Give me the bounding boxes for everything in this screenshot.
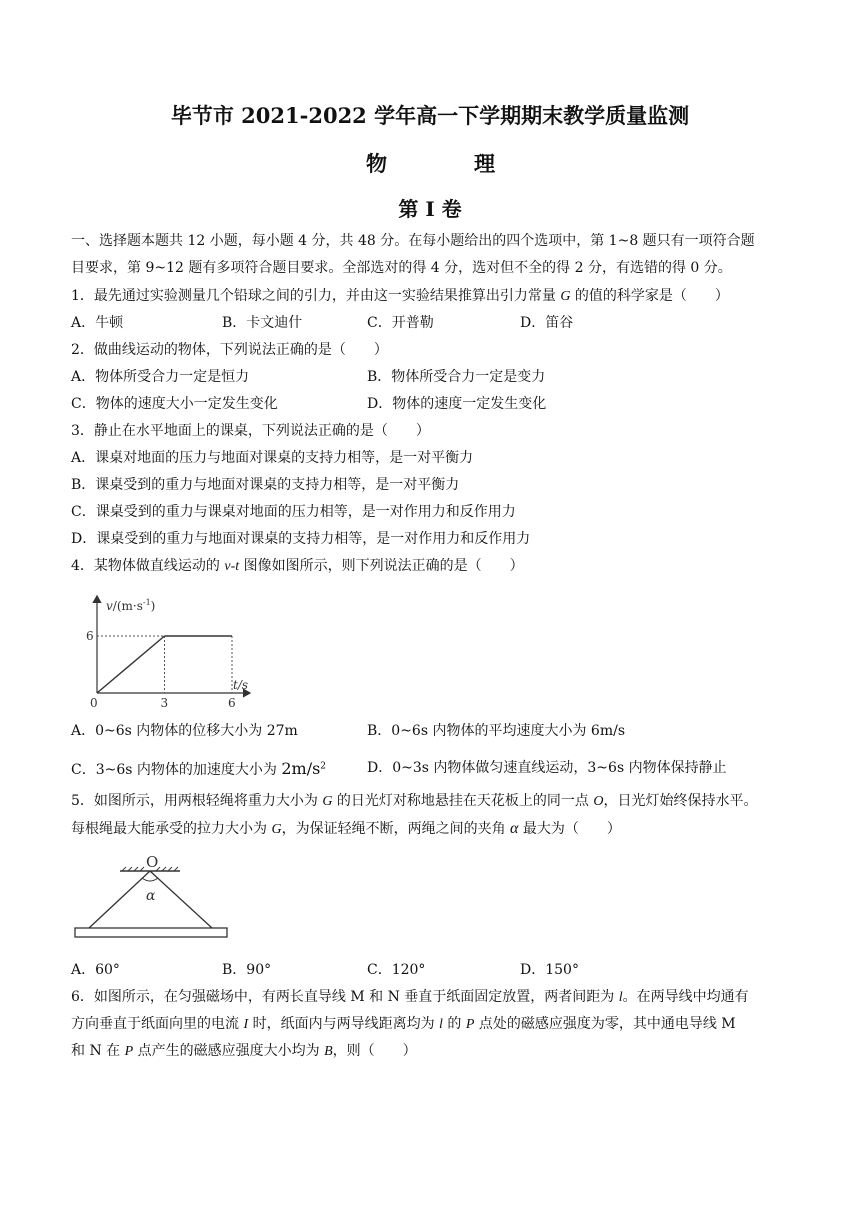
instructions-line-1: 一、选择题本题共 12 小题，每小题 4 分，共 48 分。在每小题给出的四个选项中，第 1~8 题只有一项符合题 xyxy=(71,233,755,249)
q4-option-c-exponent: 2 xyxy=(320,761,327,772)
vt-xlabel: t/s xyxy=(233,678,249,692)
volume-heading: 第 I 卷 xyxy=(398,197,462,221)
q4-option-d[interactable]: D．0~3s 内物体做匀速直线运动，3~6s 内物体保持静止 xyxy=(367,760,727,776)
q6-text-3b: 点产生的磁感应强度大小均为 xyxy=(133,1043,325,1059)
q5-option-a[interactable]: A．60° xyxy=(71,962,120,978)
q6-stem-line-2 xyxy=(71,1015,736,1034)
fluorescent-lamp xyxy=(75,928,227,937)
q6-text-2b: 时，纸面内与两导线距离均为 xyxy=(248,1016,440,1032)
q5-var-alpha: α xyxy=(510,820,519,837)
q5-text-1b: 的日光灯对称地悬挂在天花板上的同一点 xyxy=(332,793,594,809)
subject-heading xyxy=(0,150,860,180)
q6-var-l: l xyxy=(618,990,623,1005)
q4-stem xyxy=(71,557,524,576)
vt-guide-lines xyxy=(97,636,232,693)
q3-option-d[interactable]: D．课桌受到的重力与地面对课桌的支持力相等，是一对作用力和反作用力 xyxy=(71,531,531,547)
q4-option-a[interactable]: A．0~6s 内物体的位移大小为 27m xyxy=(71,723,298,739)
q1-option-c[interactable]: C．开普勒 xyxy=(367,315,434,331)
q6-text-2c: 的 xyxy=(442,1016,466,1032)
q5-text-2a: 每根绳最大能承受的拉力大小为 xyxy=(71,821,272,837)
vt-xtick-6: 6 xyxy=(228,696,236,708)
q4-option-c[interactable] xyxy=(71,759,326,780)
q1-stem-text-a: 1．最先通过实验测量几个铅球之间的引力，并由这一实验结果推算出引力常量 xyxy=(71,288,561,304)
q3-option-b[interactable]: B．课桌受到的重力与地面对课桌的支持力相等，是一对平衡力 xyxy=(71,477,460,493)
q3-stem: 3．静止在水平地面上的课桌，下列说法正确的是（ ） xyxy=(71,423,430,439)
q1-stem-text-b: 的值的科学家是（ ） xyxy=(570,288,729,304)
q4-stem-text-a: 4．某物体做直线运动的 xyxy=(71,558,225,574)
q5-option-d[interactable]: D．150° xyxy=(520,962,579,978)
q6-text-1a: 6．如图所示，在匀强磁场中，有两长直导线 M 和 N 垂直于纸面固定放置，两者间距为 xyxy=(71,989,619,1005)
q6-stem-line-1 xyxy=(71,988,749,1007)
rope-left xyxy=(89,871,150,928)
q1-var-g: G xyxy=(560,289,571,304)
q4-option-c-unit: 2m/s xyxy=(281,759,321,778)
fig-point-o: O xyxy=(146,853,159,871)
vt-tick-labels xyxy=(86,629,236,708)
q5-text-2c: 最大为（ ） xyxy=(518,821,621,837)
q2-option-c[interactable]: C．物体的速度大小一定发生变化 xyxy=(71,396,278,412)
q6-text-2d: 点处的磁感应强度为零，其中通电导线 M xyxy=(474,1016,736,1032)
q5-stem-line-1 xyxy=(71,792,758,811)
q6-var-b: B xyxy=(324,1044,333,1059)
q4-option-b[interactable]: B．0~6s 内物体的平均速度大小为 6m/s xyxy=(367,723,626,739)
instructions-line-2: 目要求，第 9~12 题有多项符合题目要求。全部选对的得 4 分，选对但不全的得 2 分，有选错的得 0 分。 xyxy=(71,260,732,276)
q5-var-g2: G xyxy=(271,822,282,837)
q4-stem-text-b: 图像如图所示，则下列说法正确的是（ ） xyxy=(239,558,524,574)
subject-char-2: 理 xyxy=(474,151,495,176)
rope-right xyxy=(150,871,212,928)
q6-text-2a: 方向垂直于纸面向里的电流 xyxy=(71,1016,244,1032)
q5-text-2b: ，为保证轻绳不断，两绳之间的夹角 xyxy=(281,821,511,837)
q5-var-o: O xyxy=(593,794,604,809)
q6-text-3a: 和 N 在 xyxy=(71,1043,125,1059)
q6-var-l2: l xyxy=(439,1017,443,1032)
q6-var-p2: P xyxy=(124,1044,134,1059)
q1-option-b[interactable]: B．卡文迪什 xyxy=(222,315,303,331)
q2-option-d[interactable]: D．物体的速度一定发生变化 xyxy=(367,396,547,412)
lamp-figure xyxy=(72,850,237,945)
q1-option-d[interactable]: D．笛谷 xyxy=(520,315,574,331)
q5-text-1a: 5．如图所示，用两根轻绳将重力大小为 xyxy=(71,793,323,809)
fig-angle-alpha: α xyxy=(146,888,156,904)
vt-segment-1 xyxy=(97,636,165,693)
q4-option-c-text: C．3~6s 内物体的加速度大小为 xyxy=(71,762,282,778)
q3-option-c[interactable]: C．课桌受到的重力与课桌对地面的压力相等，是一对作用力和反作用力 xyxy=(71,504,516,520)
q4-var-vt: v-t xyxy=(224,559,240,574)
subject-char-1: 物 xyxy=(366,151,387,176)
q5-text-1c: ，日光灯始终保持水平。 xyxy=(603,793,758,809)
q6-text-3c: ，则（ ） xyxy=(332,1043,417,1059)
q6-var-i: I xyxy=(243,1017,249,1032)
q6-stem-line-3 xyxy=(71,1042,417,1061)
vt-ylabel: $v/(m\cdot s^{-1})$ xyxy=(106,598,156,613)
angle-arc xyxy=(142,878,158,881)
vt-origin-label: 0 xyxy=(90,696,98,708)
q5-stem-line-2 xyxy=(71,819,621,840)
q5-var-g: G xyxy=(322,794,333,809)
vt-graph-figure xyxy=(80,588,260,708)
vt-ytick-6: 6 xyxy=(86,629,94,643)
q1-stem xyxy=(71,287,729,306)
q2-option-b[interactable]: B．物体所受合力一定是变力 xyxy=(367,369,546,385)
q5-option-b[interactable]: B．90° xyxy=(222,962,272,978)
q5-option-c[interactable]: C．120° xyxy=(367,962,426,978)
q1-option-a[interactable]: A．牛顿 xyxy=(71,315,124,331)
q2-stem: 2．做曲线运动的物体，下列说法正确的是（ ） xyxy=(71,342,388,358)
q2-option-a[interactable]: A．物体所受合力一定是恒力 xyxy=(71,369,250,385)
q6-var-p: P xyxy=(465,1017,475,1032)
exam-title: 毕节市 2021-2022 学年高一下学期期末教学质量监测 xyxy=(170,103,690,128)
vt-xtick-3: 3 xyxy=(160,696,169,708)
q3-option-a[interactable]: A．课桌对地面的压力与地面对课桌的支持力相等，是一对平衡力 xyxy=(71,450,474,466)
q6-text-1b: 。在两导线中均通有 xyxy=(622,989,749,1005)
